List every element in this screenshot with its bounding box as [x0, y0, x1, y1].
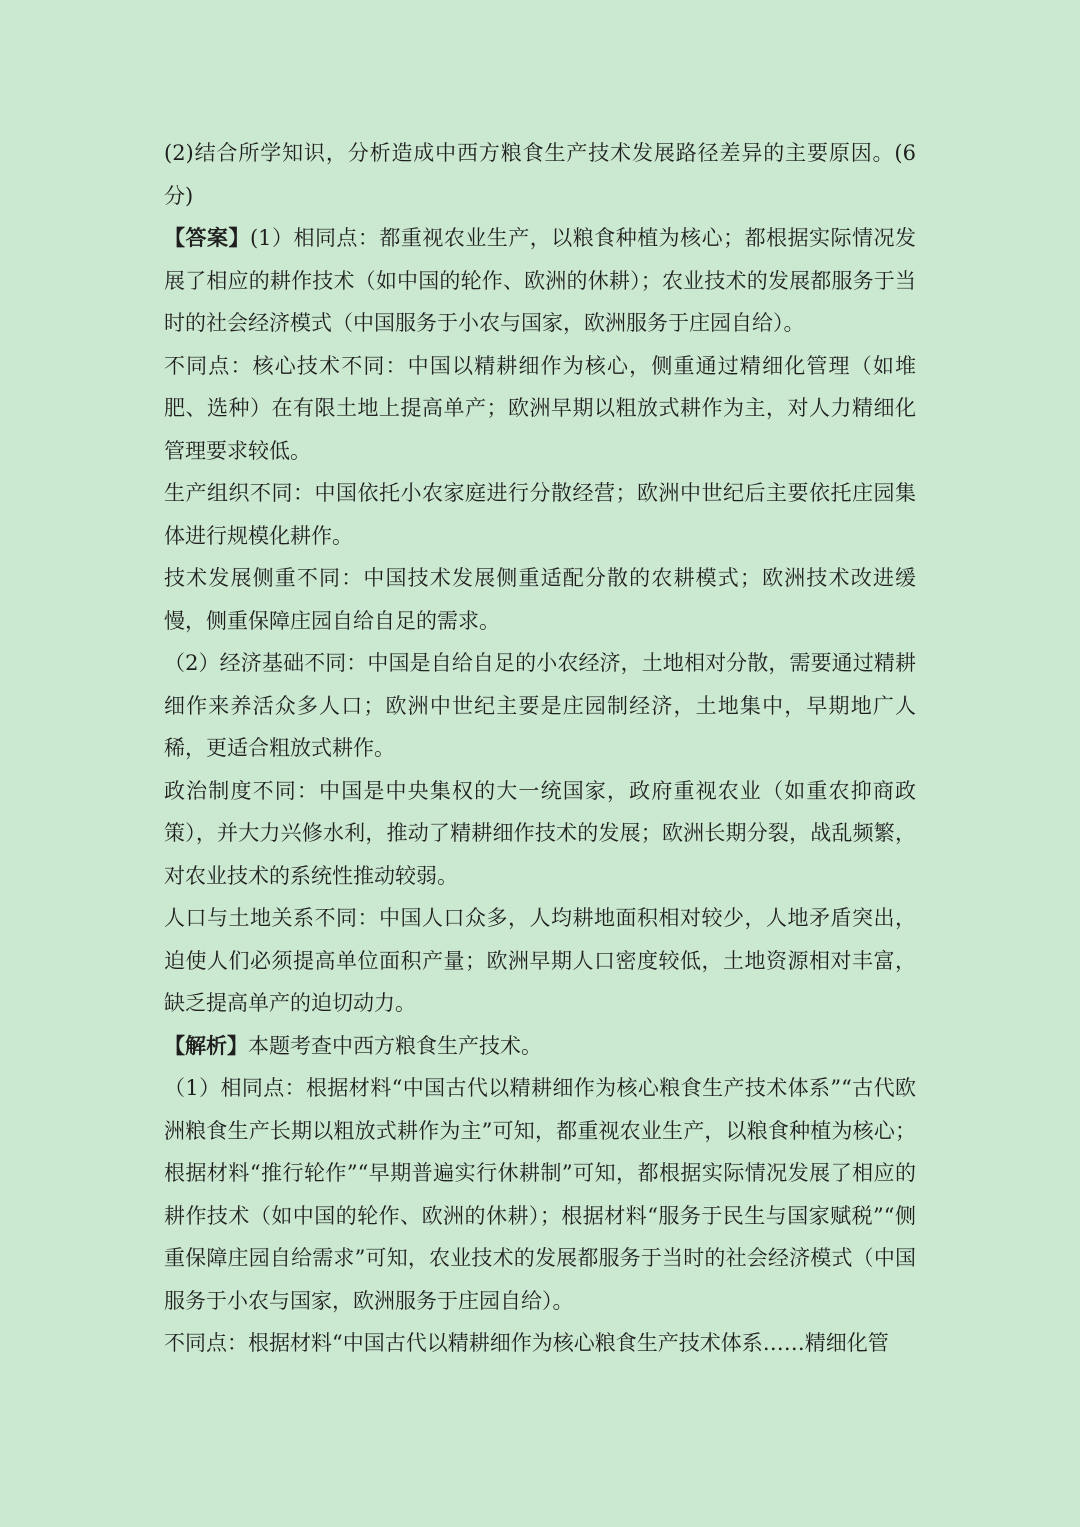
answer-text-1: (1）相同点：都重视农业生产，以粮食种植为核心；都根据实际情况发展了相应的耕作技术（如中国的轮作、欧洲的休耕）；农业技术的发展都服务于当时的社会经济模式（中国服务于小农与国家，欧洲服务于庄园自给）。 — [164, 226, 916, 335]
answer-paragraph-7: 人口与土地关系不同：中国人口众多，人均耕地面积相对较少，人地矛盾突出，迫使人们必须提高单位面积产量；欧洲早期人口密度较低，土地资源相对丰富，缺乏提高单产的迫切动力。 — [164, 906, 916, 1015]
document-body — [164, 132, 916, 1365]
answer-paragraph-2: 不同点：核心技术不同：中国以精耕细作为核心，侧重通过精细化管理（如堆肥、选种）在有限土地上提高单产；欧洲早期以粗放式耕作为主，对人力精细化管理要求较低。 — [164, 353, 916, 463]
analysis-paragraph-1 — [164, 1025, 916, 1068]
answer-label: 【答案】 — [164, 225, 250, 250]
analysis-label: 【解析】 — [164, 1032, 248, 1058]
answer-paragraph-4: 技术发展侧重不同：中国技术发展侧重适配分散的农耕模式；欧洲技术改进缓慢，侧重保障庄园自给自足的需求。 — [164, 566, 916, 633]
answer-paragraph-6: 政治制度不同：中国是中央集权的大一统国家，政府重视农业（如重农抑商政策），并大力兴修水利，推动了精耕细作技术的发展；欧洲长期分裂，战乱频繁，对农业技术的系统性推动较弱。 — [164, 778, 916, 888]
analysis-text-1: 本题考查中西方粮食生产技术。 — [248, 1033, 542, 1058]
analysis-paragraph-2: （1）相同点：根据材料“中国古代以精耕细作为核心粮食生产技术体系”“古代欧洲粮食生产长期以粗放式耕作为主”可知，都重视农业生产，以粮食种植为核心；根据材料“推行轮作”“早期普遍实行休耕制”可知，都根据实际情况发展了相应的耕作技术（如中国的轮作、欧洲的休耕）；根据材料“服务于民生与国家赋税”“侧重保障庄园自给需求”可知，农业技术的发展都服务于当时的社会经济模式（中国服务于小农与国家，欧洲服务于庄园自给）。 — [164, 1076, 916, 1313]
question-text: (2)结合所学知识，分析造成中西方粮食生产技术发展路径差异的主要原因。(6分) — [164, 141, 916, 208]
answer-paragraph-3: 生产组织不同：中国依托小农家庭进行分散经营；欧洲中世纪后主要依托庄园集体进行规模化耕作。 — [164, 481, 916, 548]
analysis-paragraph-3: 不同点：根据材料“中国古代以精耕细作为核心粮食生产技术体系……精细化管 — [164, 1331, 889, 1355]
answer-paragraph-1 — [164, 217, 916, 345]
answer-paragraph-5: （2）经济基础不同：中国是自给自足的小农经济，土地相对分散，需要通过精耕细作来养活众多人口；欧洲中世纪主要是庄园制经济，土地集中，早期地广人稀，更适合粗放式耕作。 — [164, 651, 916, 760]
